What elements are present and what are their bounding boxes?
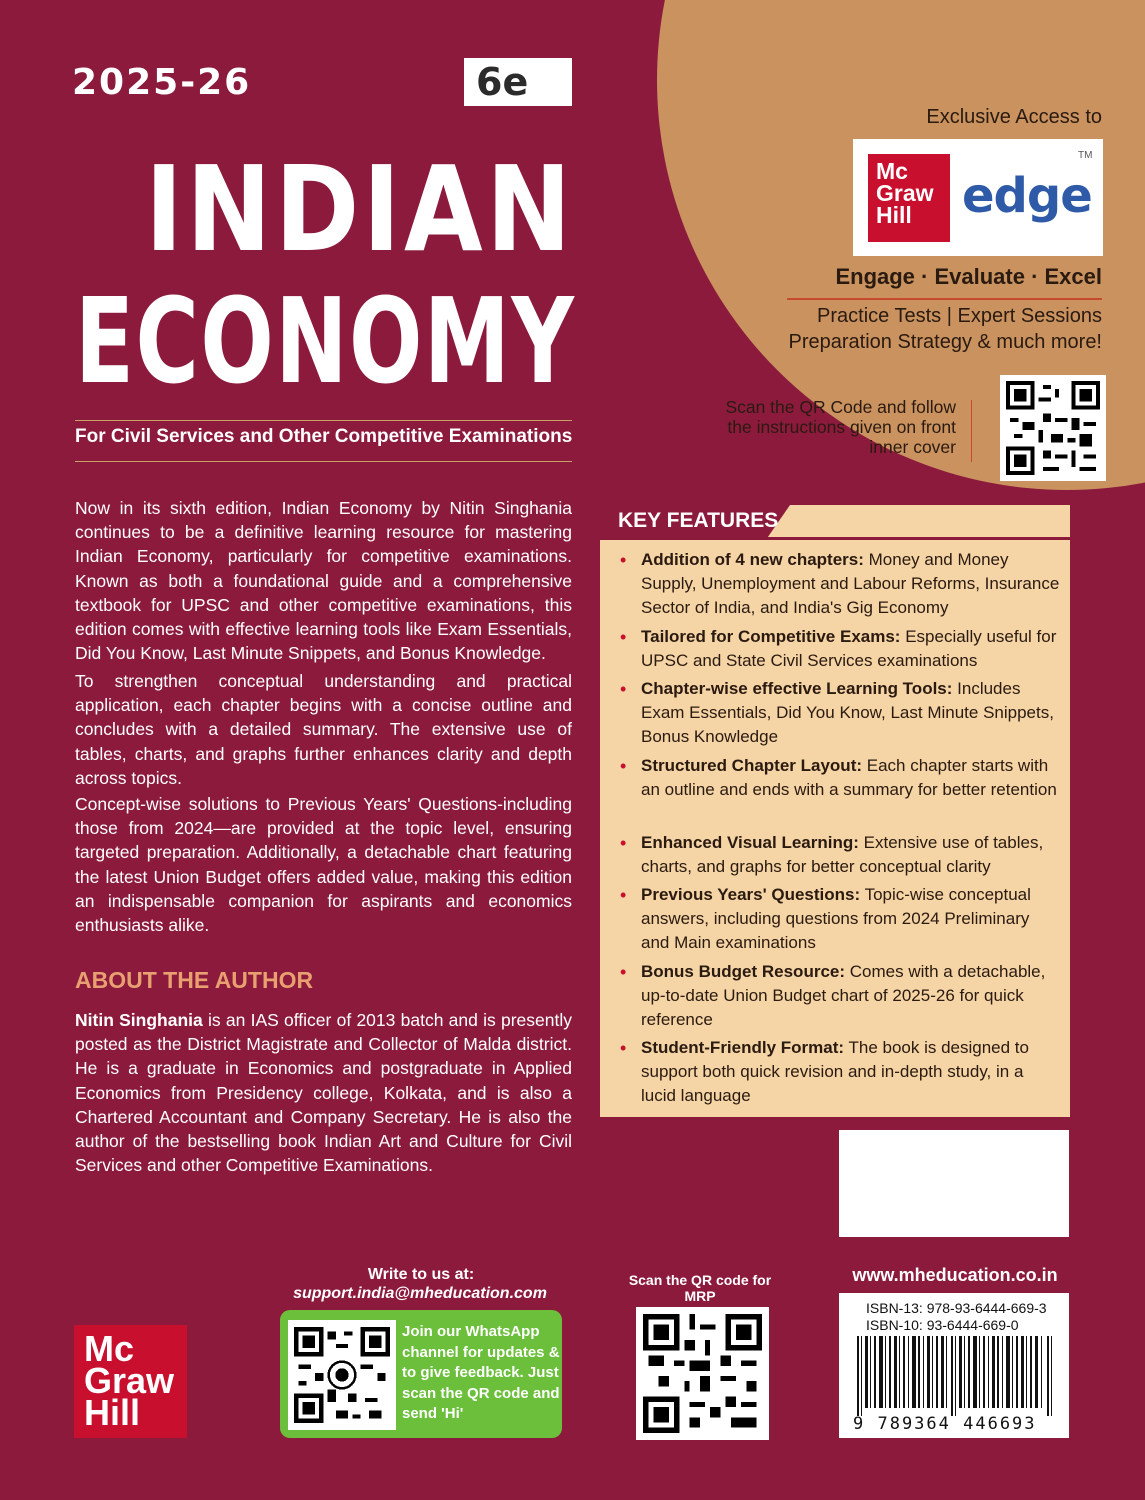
author-bio: is an IAS officer of 2013 batch and is presently posted as the District Magistrate and Collector of Malda district. He is a graduate in Economics and postgraduate in Applied Economics from Presidency college, Kolkata, and is also a Chartered Accountant and Company Secretary. He is also the author of the bestselling book Indian Art and Culture for Civil Services and other Competitive Examinations.: [75, 1010, 572, 1176]
bullet-icon: •: [620, 1038, 627, 1058]
description-paragraph: Concept-wise solutions to Previous Years' Questions-including those from 2024—are provided at the topic level, ensuring targeted preparation. Additionally, a detachable chart featuring the latest Union Budget offers added value, making this edition an indispensable companion for aspirants and economics enthusiasts alike.: [75, 794, 572, 936]
edge-features-line: Practice Tests | Expert Sessions: [817, 305, 1102, 327]
mcgraw-hill-logo-small: [868, 154, 950, 242]
whatsapp-qr-code-icon[interactable]: [288, 1320, 396, 1430]
feature-text: The book is designed to support both quick revision and in-depth study, in a lucid language: [641, 1038, 1029, 1106]
divider: [971, 400, 972, 462]
exclusive-access-label: Exclusive Access to: [926, 106, 1102, 128]
key-feature-item: [620, 883, 1060, 956]
edge-features-line: Preparation Strategy & much more!: [788, 331, 1102, 353]
trademark-mark: TM: [1078, 150, 1093, 161]
publisher-website[interactable]: www.mheducation.co.in: [852, 1265, 1058, 1285]
bullet-icon: •: [620, 756, 627, 776]
key-feature-item: [620, 677, 1060, 750]
isbn-13: ISBN-13: 978-93-6444-669-3: [866, 1300, 1047, 1316]
support-email-link[interactable]: support.india@mheducation.com: [293, 1285, 547, 1302]
book-subtitle: For Civil Services and Other Competitive Examinations: [75, 426, 573, 447]
feature-title: Student-Friendly Format:: [641, 1038, 845, 1057]
write-to-us-label: Write to us at:: [367, 1266, 475, 1283]
feature-text: Topic-wise conceptual answers, including questions from 2024 Preliminary and Main examinations: [641, 885, 1031, 953]
bullet-icon: •: [620, 679, 627, 699]
edge-logo-word: edge: [962, 168, 1092, 224]
whatsapp-instructions: Join our WhatsApp channel for updates & to give feedback. Just scan the QR code and send 'Hi': [402, 1323, 560, 1423]
bullet-icon: •: [620, 833, 627, 853]
feature-text: Comes with a detachable, up-to-date Union Budget chart of 2025-26 for quick reference: [641, 962, 1046, 1030]
bullet-icon: •: [620, 885, 627, 905]
key-feature-item: [620, 960, 1060, 1033]
key-feature-item: [620, 548, 1060, 621]
edition-year: 2025-26: [72, 62, 252, 103]
feature-title: Chapter-wise effective Learning Tools:: [641, 679, 953, 698]
divider: [600, 537, 1070, 540]
logo-text: Mc Graw Hill: [876, 158, 934, 228]
edge-scan-instructions: Scan the QR Code and follow the instructions given on front inner cover: [725, 397, 956, 457]
logo-text: Mc Graw Hill: [84, 1328, 175, 1433]
mrp-qr-label: Scan the QR code for MRP: [628, 1272, 772, 1304]
feature-text: Especially useful for UPSC and State Civil Services examinations: [641, 627, 1057, 671]
about-author-text: [75, 1008, 572, 1177]
feature-title: Addition of 4 new chapters:: [641, 550, 864, 569]
bullet-icon: •: [620, 962, 627, 982]
isbn-10: ISBN-10: 93-6444-669-0: [866, 1317, 1019, 1333]
key-feature-item: [620, 831, 1060, 879]
key-feature-item: [620, 1036, 1060, 1109]
price-sticker-area: [839, 1130, 1069, 1237]
edge-tagline: Engage · Evaluate · Excel: [835, 264, 1102, 289]
author-name: Nitin Singhania: [75, 1010, 203, 1030]
feature-title: Enhanced Visual Learning:: [641, 833, 859, 852]
feature-text: Extensive use of tables, charts, and graphs for better conceptual clarity: [641, 833, 1044, 877]
feature-title: Structured Chapter Layout:: [641, 756, 863, 775]
key-feature-item: [620, 625, 1060, 673]
edition-badge: 6e: [464, 58, 572, 106]
about-author-heading: ABOUT THE AUTHOR: [75, 967, 314, 993]
divider: [787, 298, 1102, 300]
barcode-number: 9 789364 446693: [853, 1414, 1037, 1434]
description-paragraph: To strengthen conceptual understanding and practical application, each chapter begins with a concise outline and concludes with a detailed summary. The extensive use of tables, charts, and graphs further enhances clarity and depth across topics.: [75, 671, 572, 788]
feature-title: Tailored for Competitive Exams:: [641, 627, 901, 646]
mrp-qr-code-icon[interactable]: [636, 1307, 769, 1440]
bullet-icon: •: [620, 550, 627, 570]
feature-title: Bonus Budget Resource:: [641, 962, 846, 981]
mcgraw-hill-logo: [74, 1325, 187, 1438]
description-paragraph: Now in its sixth edition, Indian Economy by Nitin Singhania continues to be a definitive learning resource for mastering Indian Economy, particularly for competitive examinations. Known as both a foundational guide and a comprehensive textbook for UPSC and other competitive examinations, this edition comes with effective learning tools like Exam Essentials, Did You Know, Last Minute Snippets, and Bonus Knowledge.: [75, 498, 572, 664]
book-title-line2: ECONOMY: [75, 272, 576, 410]
feature-text: Money and Money Supply, Unemployment and Labour Reforms, Insurance Sector of India, and India's Gig Economy: [641, 550, 1060, 618]
divider: [75, 461, 572, 462]
bullet-icon: •: [620, 627, 627, 647]
key-features-heading: KEY FEATURES: [618, 509, 779, 532]
divider: [75, 420, 572, 421]
feature-text: Includes Exam Essentials, Did You Know, Last Minute Snippets, Bonus Knowledge: [641, 679, 1054, 747]
feature-text: Each chapter starts with an outline and ends with a summary for better retention: [641, 756, 1057, 800]
key-feature-item: [620, 754, 1060, 802]
feature-title: Previous Years' Questions:: [641, 885, 861, 904]
barcode-icon: [855, 1336, 1055, 1416]
edge-qr-code-icon[interactable]: [1000, 375, 1106, 481]
book-title-line1: INDIAN: [145, 140, 575, 278]
